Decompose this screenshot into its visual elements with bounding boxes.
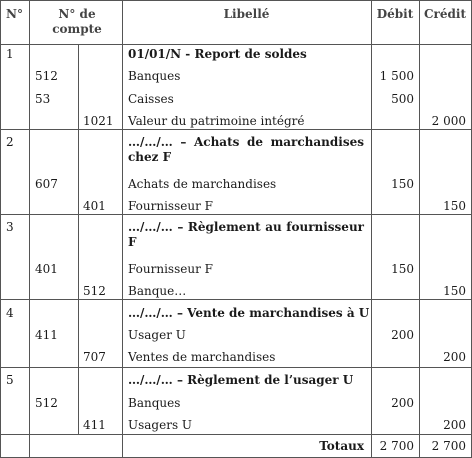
table-border (0, 0, 472, 1)
entry-title: …/…/… – Règlement au fournisseur F (128, 220, 364, 249)
column-divider (419, 0, 420, 458)
entry-number: 2 (6, 135, 14, 149)
entry-title: 01/01/N - Report de soldes (128, 47, 307, 61)
entry-title: …/…/… – Règlement de l’usager U (128, 373, 354, 387)
header-number: N° (6, 7, 23, 21)
debit-amount: 150 (391, 177, 414, 191)
entry-number: 1 (6, 47, 14, 61)
debit-account: 53 (35, 92, 51, 106)
entry-number: 4 (6, 306, 14, 320)
line-label: Fournisseur F (128, 199, 213, 213)
debit-amount: 150 (391, 262, 414, 276)
debit-amount: 200 (391, 328, 414, 342)
entry-separator (0, 299, 472, 300)
header-label: Libellé (223, 7, 270, 21)
account-split-line (78, 215, 79, 299)
line-label: Banque… (128, 284, 187, 298)
credit-account: 1021 (83, 114, 114, 128)
line-label: Banques (128, 69, 181, 83)
line-label: Achats de marchandises (128, 177, 277, 191)
line-label: Caisses (128, 92, 174, 106)
credit-amount: 150 (443, 284, 466, 298)
credit-account: 707 (83, 350, 106, 364)
line-label: Valeur du patrimoine intégré (128, 114, 305, 128)
account-split-line (78, 300, 79, 367)
entry-title: …/…/… – Achats de marchandises chez F (128, 135, 364, 164)
account-split-line (78, 130, 79, 214)
debit-account: 512 (35, 396, 58, 410)
credit-amount: 200 (443, 350, 466, 364)
line-label: Usager U (128, 328, 186, 342)
credit-amount: 150 (443, 199, 466, 213)
credit-account: 411 (83, 418, 106, 432)
credit-amount: 200 (443, 418, 466, 432)
debit-account: 411 (35, 328, 58, 342)
debit-amount: 200 (391, 396, 414, 410)
total-credit: 2 700 (431, 439, 466, 453)
column-divider (122, 0, 123, 458)
line-label: Banques (128, 396, 181, 410)
entry-separator (0, 214, 472, 215)
header-account: N° de compte (52, 7, 102, 36)
credit-account: 401 (83, 199, 106, 213)
credit-account: 512 (83, 284, 106, 298)
header-rule (0, 44, 472, 45)
credit-amount: 2 000 (431, 114, 466, 128)
total-debit: 2 700 (379, 439, 414, 453)
debit-amount: 1 500 (379, 69, 414, 83)
entry-separator (0, 367, 472, 368)
debit-account: 512 (35, 69, 58, 83)
column-divider (29, 0, 30, 458)
header-debit: Débit (376, 7, 414, 21)
debit-amount: 500 (391, 92, 414, 106)
entry-separator (0, 434, 472, 435)
table-border (0, 0, 1, 458)
entry-number: 5 (6, 373, 14, 387)
entry-number: 3 (6, 220, 14, 234)
entry-separator (0, 129, 472, 130)
line-label: Usagers U (128, 418, 193, 432)
entry-title: …/…/… – Vente de marchandises à U (128, 306, 370, 320)
line-label: Ventes de marchandises (128, 350, 276, 364)
debit-account: 401 (35, 262, 58, 276)
debit-account: 607 (35, 177, 58, 191)
account-split-line (78, 45, 79, 129)
line-label: Fournisseur F (128, 262, 213, 276)
totals-label: Totaux (319, 439, 364, 453)
header-credit: Crédit (424, 7, 466, 21)
account-split-line (78, 368, 79, 434)
